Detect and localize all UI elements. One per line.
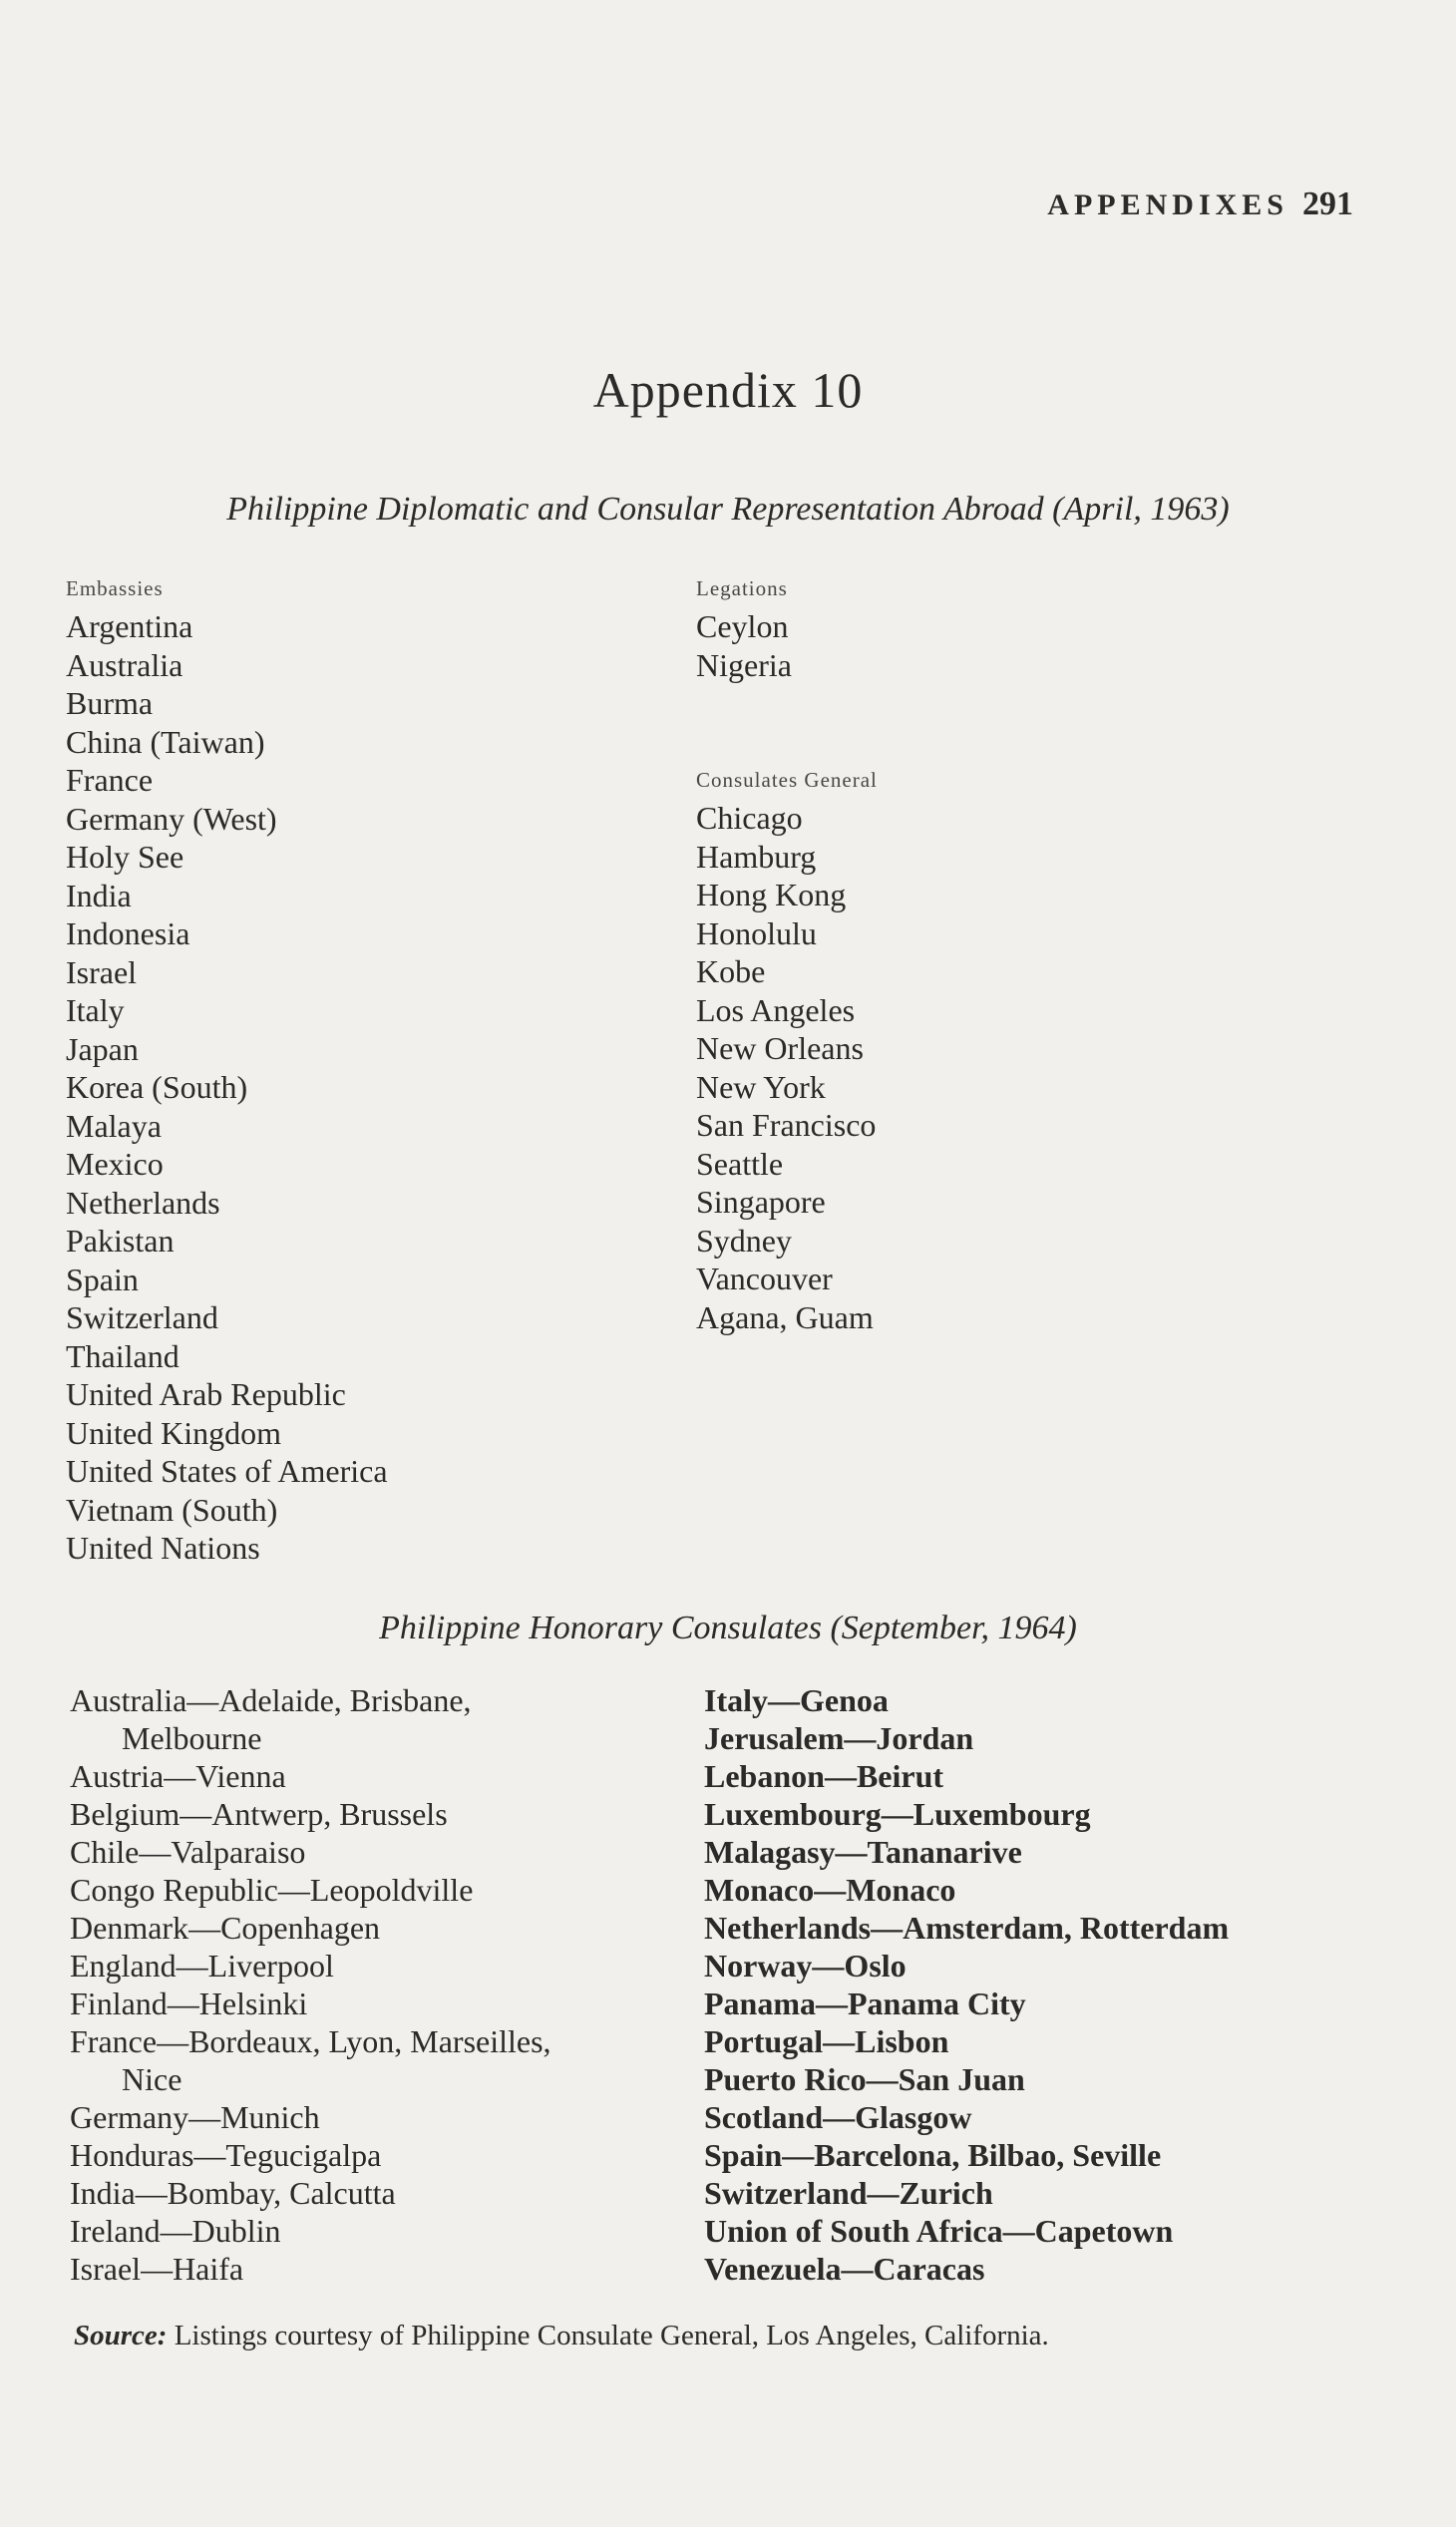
embassy-item: United Nations [66,1530,260,1566]
honorary-right-list [704,1681,1229,2288]
embassy-item: India [66,877,132,913]
embassy-item: Japan [66,1030,139,1067]
honorary-right-column [704,1681,1229,2288]
consulate-general-item: New Orleans [696,1030,864,1066]
honorary-consulate-text: Denmark—Copenhagen [70,1910,381,1946]
honorary-consulate-item [70,1871,551,1909]
honorary-consulate-item: Venezuela—Caracas [704,2251,985,2287]
consulates-general-column [696,768,878,1336]
embassy-item: Netherlands [66,1184,220,1221]
honorary-consulate-text: Honduras—Tegucigalpa [70,2137,382,2173]
embassy-item: Italy [66,992,125,1028]
honorary-consulate-item [70,2098,551,2136]
embassy-item: Argentina [66,608,193,644]
embassy-item: Pakistan [66,1223,175,1259]
consulates-general-list [696,799,878,1336]
legation-item: Ceylon [696,608,789,644]
honorary-consulate-text: India—Bombay, Calcutta [70,2175,396,2211]
embassy-item: Mexico [66,1146,164,1182]
embassy-item: United Arab Republic [66,1376,346,1412]
honorary-consulate-text: England—Liverpool [70,1948,334,1984]
honorary-consulate-item [70,1833,551,1871]
embassy-item: France [66,762,154,798]
embassy-item: Germany (West) [66,800,277,837]
honorary-consulate-item: Union of South Africa—Capetown [704,2213,1174,2249]
honorary-consulate-item: Spain—Barcelona, Bilbao, Seville [704,2137,1162,2173]
embassy-item: Switzerland [66,1299,218,1335]
honorary-consulate-item [70,2250,551,2288]
consulate-general-item: Hamburg [696,838,817,875]
honorary-consulate-text: Australia—Adelaide, Brisbane, [70,1682,472,1718]
honorary-consulate-item: Jerusalem—Jordan [704,1720,974,1756]
consulate-general-item: Seattle [696,1145,784,1182]
honorary-consulate-item [70,2174,551,2212]
honorary-consulate-item: Malagasy—Tananarive [704,1834,1022,1870]
honorary-consulate-text: Germany—Munich [70,2099,320,2135]
embassy-item: China (Taiwan) [66,723,265,760]
honorary-consulate-item: Monaco—Monaco [704,1872,956,1908]
embassy-item: Vietnam (South) [66,1491,278,1528]
page-number: 291 [1302,185,1353,222]
honorary-left-column [70,1681,551,2288]
honorary-consulate-text: Austria—Vienna [70,1758,286,1794]
section-subtitle-diplomatic: Philippine Diplomatic and Consular Representation Abroad (April, 1963) [226,491,1230,528]
embassies-heading: Embassies [66,576,164,600]
source-text: Listings courtesy of Philippine Consulate General, Los Angeles, California. [174,2320,1049,2351]
embassy-item: Holy See [66,839,184,875]
honorary-left-list [70,1681,551,2288]
consulate-general-item: Kobe [696,953,766,989]
honorary-consulate-item [70,2212,551,2250]
appendix-title: Appendix 10 [592,362,864,418]
honorary-consulate-text: Finland—Helsinki [70,1986,308,2021]
consulate-general-item: Los Angeles [696,991,856,1028]
honorary-consulate-item: Netherlands—Amsterdam, Rotterdam [704,1910,1230,1946]
embassy-item: Korea (South) [66,1069,248,1105]
consulate-general-item: New York [696,1068,826,1105]
honorary-consulate-item: Norway—Oslo [704,1948,907,1984]
honorary-consulate-text: Israel—Haifa [70,2251,244,2287]
consulate-general-item: Singapore [696,1184,826,1220]
legations-column [696,576,792,684]
legation-item: Nigeria [696,646,792,683]
honorary-consulate-text: Ireland—Dublin [70,2213,281,2249]
honorary-consulate-item: Lebanon—Beirut [704,1758,944,1794]
embassy-item: United States of America [66,1453,388,1489]
honorary-consulate-item: Italy—Genoa [704,1682,889,1718]
source-label: Source: [74,2320,168,2351]
honorary-consulate-item [70,2022,551,2098]
honorary-consulate-item [70,1947,551,1985]
honorary-consulate-continuation: Melbourne [122,1720,262,1756]
embassy-item: Spain [66,1261,139,1297]
consulate-general-item: Agana, Guam [696,1298,874,1335]
honorary-consulate-text: Belgium—Antwerp, Brussels [70,1796,448,1832]
honorary-consulate-item: Luxembourg—Luxembourg [704,1796,1091,1832]
running-head-section: APPENDIXES [1047,188,1288,221]
embassy-item: Indonesia [66,915,190,951]
legations-list [696,607,792,684]
embassy-item: Israel [66,953,138,990]
consulates-general-heading: Consulates General [696,768,878,792]
honorary-consulate-item: Portugal—Lisbon [704,2023,949,2059]
legations-heading: Legations [696,576,788,600]
honorary-consulate-item: Switzerland—Zurich [704,2175,993,2211]
honorary-consulate-item [70,1795,551,1833]
consulate-general-item: Vancouver [696,1261,833,1296]
honorary-consulate-text: Chile—Valparaiso [70,1834,306,1870]
consulate-general-item: Sydney [696,1222,792,1259]
honorary-consulate-item [70,1985,551,2022]
embassy-item: Australia [66,646,183,683]
honorary-consulate-item: Panama—Panama City [704,1986,1026,2021]
consulate-general-item: Honolulu [696,914,817,951]
honorary-consulate-text: France—Bordeaux, Lyon, Marseilles, [70,2023,551,2059]
consulate-general-item: San Francisco [696,1107,877,1143]
consulate-general-item: Hong Kong [696,877,847,912]
embassy-item: Burma [66,685,154,721]
source-note [74,2320,1410,2352]
embassies-list [66,607,388,1568]
honorary-consulate-item: Scotland—Glasgow [704,2099,972,2135]
honorary-consulate-item [70,1909,551,1947]
honorary-consulate-item [70,1757,551,1795]
running-head [1047,185,1353,223]
embassy-item: United Kingdom [66,1414,281,1451]
honorary-consulate-item [70,2136,551,2174]
embassies-column [66,576,388,1568]
honorary-consulate-item [70,1681,551,1757]
honorary-consulate-text: Congo Republic—Leopoldville [70,1872,474,1908]
embassy-item: Malaya [66,1107,162,1144]
honorary-consulate-item: Puerto Rico—San Juan [704,2061,1025,2097]
consulate-general-item: Chicago [696,800,803,836]
embassy-item: Thailand [66,1337,180,1374]
honorary-consulate-continuation: Nice [122,2061,182,2097]
section-subtitle-honorary: Philippine Honorary Consulates (September, 1964) [379,1610,1077,1646]
